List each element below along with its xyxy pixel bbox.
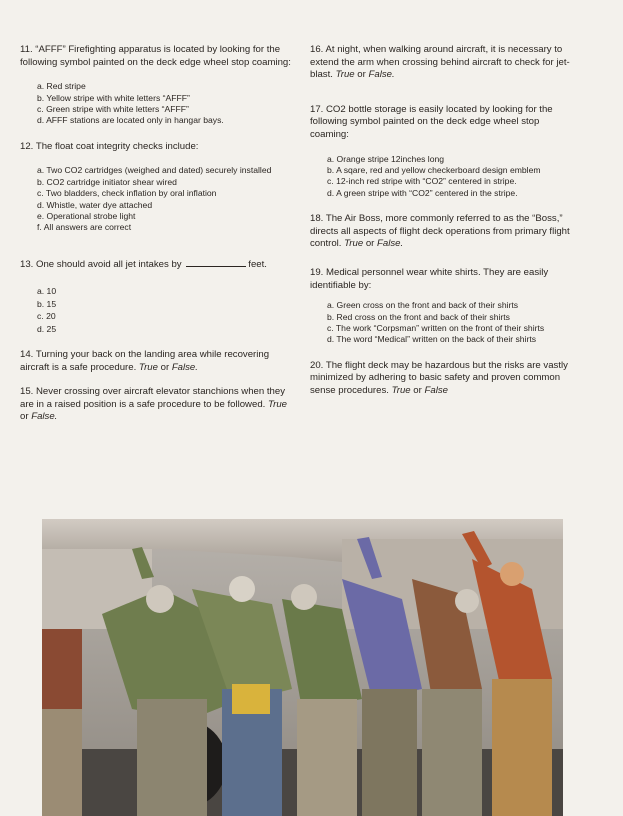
- option: d. AFFF stations are located only in hangar bays.: [37, 115, 224, 126]
- option: f. All answers are correct: [37, 222, 132, 233]
- option: d. A green stripe with “CO2” centered in the stripe.: [327, 187, 518, 198]
- false-option: False.: [368, 69, 395, 81]
- flight-deck-crew-photo: [42, 519, 563, 816]
- question-12-options: [20, 165, 292, 233]
- option: c. The work “Corpsman” written on the front of their shirts: [327, 322, 545, 333]
- question-11: 11. “AFFF” Firefighting apparatus is located by looking for the following symbol painted on the deck edge wheel stop coaming:: [20, 44, 291, 68]
- option: c. Two bladders, check inflation by oral inflation: [37, 188, 217, 199]
- false-option: False.: [377, 238, 404, 250]
- option: b. A sqare, red and yellow checkerboard design emblem: [327, 164, 541, 175]
- question-12: 12. The float coat integrity checks include:: [20, 140, 199, 152]
- question-17-options: [310, 154, 580, 200]
- or-text: or: [20, 411, 29, 423]
- false-option: False.: [31, 411, 58, 423]
- true-option: True: [138, 361, 158, 373]
- option: c. 20: [37, 311, 56, 322]
- or-text: or: [357, 69, 366, 81]
- true-option: True: [268, 398, 288, 410]
- question-18-text: 18. The Air Boss, more commonly referred to as the “Boss,” directs all aspects of flight deck operations from primary flight control.: [310, 213, 570, 250]
- question-20-text: 20. The flight deck may be hazardous but the risks are vastly minimized by adhering to basic safety and proven common sense procedures.: [310, 359, 568, 396]
- question-19-options: [310, 300, 580, 346]
- question-17: 17. CO2 bottle storage is easily located by looking for the following symbol painted on the deck edge wheel stop coaming:: [310, 103, 553, 140]
- option: a. Two CO2 cartridges (weighed and dated) securely installed: [37, 165, 272, 176]
- question-20: [310, 360, 580, 398]
- or-text: or: [365, 238, 375, 250]
- option: a. Green cross on the front and back of their shirts: [327, 300, 519, 311]
- question-18: [310, 213, 580, 251]
- option: d. 25: [37, 323, 57, 334]
- option: c. 12-inch red stripe with “CO2” centered in stripe.: [327, 176, 517, 187]
- true-option: True: [335, 69, 355, 81]
- or-text: or: [413, 384, 422, 396]
- question-15-text: 15. Never crossing over aircraft elevator stanchions when they are in a raised position is a safe procedure to be followed.: [20, 386, 286, 410]
- question-19: 19. Medical personnel wear white shirts. They are easily identifiable by:: [310, 266, 549, 291]
- option: a. 10: [37, 286, 57, 297]
- question-15: [20, 386, 292, 424]
- or-text: or: [160, 361, 170, 373]
- true-option: True: [391, 384, 411, 396]
- option: d. Whistle, water dye attached: [37, 199, 153, 210]
- option: a. Red stripe: [37, 81, 86, 92]
- question-13-text: 13. One should avoid all jet intakes by: [20, 258, 182, 270]
- false-option: False.: [171, 361, 198, 373]
- true-option: True: [344, 238, 364, 250]
- question-13-unit: feet.: [248, 258, 267, 270]
- option: b. Yellow stripe with white letters “AFFF”: [37, 92, 190, 103]
- left-column: [20, 44, 292, 432]
- option: b. CO2 cartridge initiator shear wired: [37, 176, 177, 187]
- option: b. Red cross on the front and back of their shirts: [327, 311, 510, 322]
- false-option: False: [424, 384, 448, 396]
- option: a. Orange stripe 12inches long: [327, 153, 445, 164]
- question-14-text: 14. Turning your back on the landing area while recovering aircraft is a safe procedure.: [20, 349, 270, 373]
- option: c. Green stripe with white letters “AFFF”: [37, 104, 189, 114]
- answer-blank: [186, 258, 246, 267]
- question-13: [20, 258, 292, 272]
- option: d. The word “Medical” written on the back of their shirts: [327, 334, 537, 345]
- option: e. Operational strobe light: [37, 211, 136, 222]
- question-11-options: [20, 81, 292, 127]
- option: b. 15: [37, 298, 57, 309]
- question-13-options: [20, 285, 292, 335]
- photo-illustration: [42, 519, 563, 816]
- question-16: [310, 44, 580, 82]
- right-column: [310, 44, 580, 406]
- question-14: [20, 349, 292, 374]
- question-16-text: 16. At night, when walking around aircraft, it is necessary to extend the arm when crossing behind aircraft to check for jet-blast.: [310, 44, 570, 81]
